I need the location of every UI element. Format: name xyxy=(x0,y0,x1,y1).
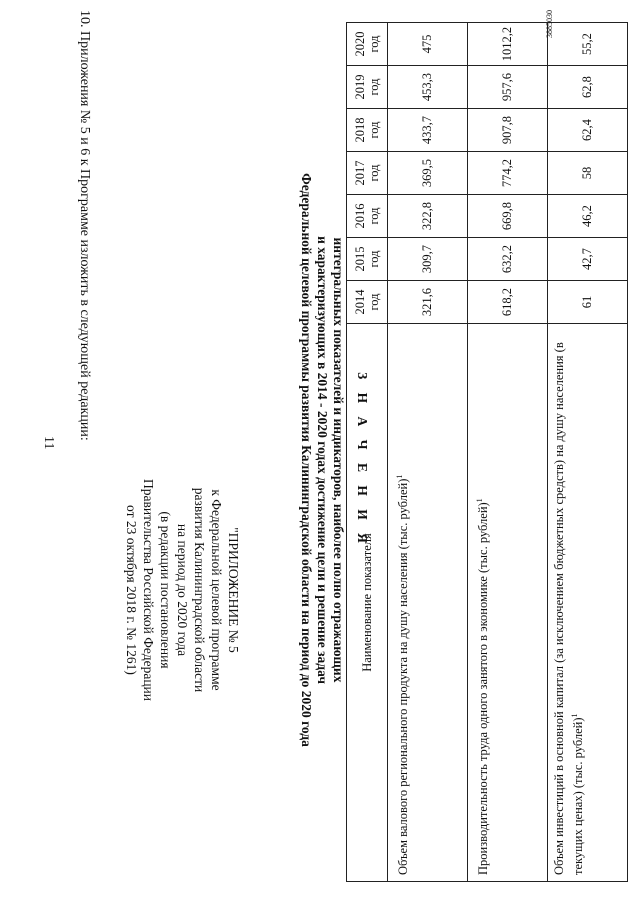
appendix-line: к Федеральной целевой программе xyxy=(209,489,224,691)
footnote-mark: 1 xyxy=(475,498,484,503)
value-cell: 46,2 xyxy=(548,195,628,238)
value-cell: 618,2 xyxy=(468,281,548,324)
value-cell: 321,6 xyxy=(388,281,468,324)
value-cell: 433,7 xyxy=(388,109,468,152)
value-cell: 62,4 xyxy=(548,109,628,152)
value-cell: 453,3 xyxy=(388,66,468,109)
value-cell: 61 xyxy=(548,281,628,324)
table-row xyxy=(468,23,548,882)
value-cell: 475 xyxy=(388,23,468,66)
appendix-line: Правительства Российской Федерации xyxy=(141,479,156,701)
appendix-line: (в редакции постановления xyxy=(158,511,173,669)
value-cell: 58 xyxy=(548,152,628,195)
value-cell: 62,8 xyxy=(548,66,628,109)
column-header-year: 2017 год xyxy=(347,152,388,195)
value-cell: 55,2 xyxy=(548,23,628,66)
value-cell: 907,8 xyxy=(468,109,548,152)
appendix-line: от 23 октября 2018 г. № 1261) xyxy=(124,505,139,675)
value-cell: 774,2 xyxy=(468,152,548,195)
footnote-mark: 1 xyxy=(395,474,404,479)
heading-line: и характеризующих в 2014 - 2020 годах достижение цели и решение задач xyxy=(315,236,330,684)
intro-text: 10. Приложения № 5 и 6 к Программе изложить в следующей редакции: xyxy=(77,10,92,441)
column-header-year: 2014 год xyxy=(347,281,388,324)
value-cell: 632,2 xyxy=(468,238,548,281)
value-cell: 669,8 xyxy=(468,195,548,238)
column-header-year: 2020 год xyxy=(347,23,388,66)
column-header-year: 2018 год xyxy=(347,109,388,152)
footnote-mark: 1 xyxy=(570,713,579,718)
value-cell: 369,5 xyxy=(388,152,468,195)
document-stamp: 3885030 xyxy=(545,10,554,38)
value-cell: 1012,2 xyxy=(468,23,548,66)
indicator-name: Объем инвестиций в основной капитал (за исключением бюджетных средств) на душу населения (в текущих ценах) (тыс. рублей)$^1$ xyxy=(548,324,628,882)
heading-line: Федеральной целевой программы развития Калининградской области на период до 2020 года xyxy=(299,173,314,747)
table-header-row xyxy=(347,23,388,882)
column-header-year: 2016 год xyxy=(347,195,388,238)
column-header-year: 2019 год xyxy=(347,66,388,109)
value-cell: 957,6 xyxy=(468,66,548,109)
value-cell: 309,7 xyxy=(388,238,468,281)
appendix-line: развития Калининградской области xyxy=(192,487,207,693)
appendix-title: "ПРИЛОЖЕНИЕ № 5 xyxy=(226,527,241,653)
column-header-year: 2015 год xyxy=(347,238,388,281)
appendix-line: на период до 2020 года xyxy=(175,523,190,657)
appendix-header xyxy=(123,470,242,710)
table-row xyxy=(388,23,468,882)
heading-title: З Н А Ч Е Н И Я xyxy=(355,372,370,548)
page-number: 11 xyxy=(41,436,56,450)
column-header-name: Наименование показателя xyxy=(347,324,388,882)
table-row xyxy=(548,23,628,882)
indicator-name: Производительность труда одного занятого в экономике (тыс. рублей)$^1$ xyxy=(468,324,548,882)
heading-line: интегральных показателей и индикаторов, наиболее полно отражающих xyxy=(331,237,346,683)
value-cell: 42,7 xyxy=(548,238,628,281)
value-cell: 322,8 xyxy=(388,195,468,238)
indicator-name: Объем валового регионального продукта на душу населения (тыс. рублей)$^1$ xyxy=(388,324,468,882)
indicators-table xyxy=(346,22,628,882)
